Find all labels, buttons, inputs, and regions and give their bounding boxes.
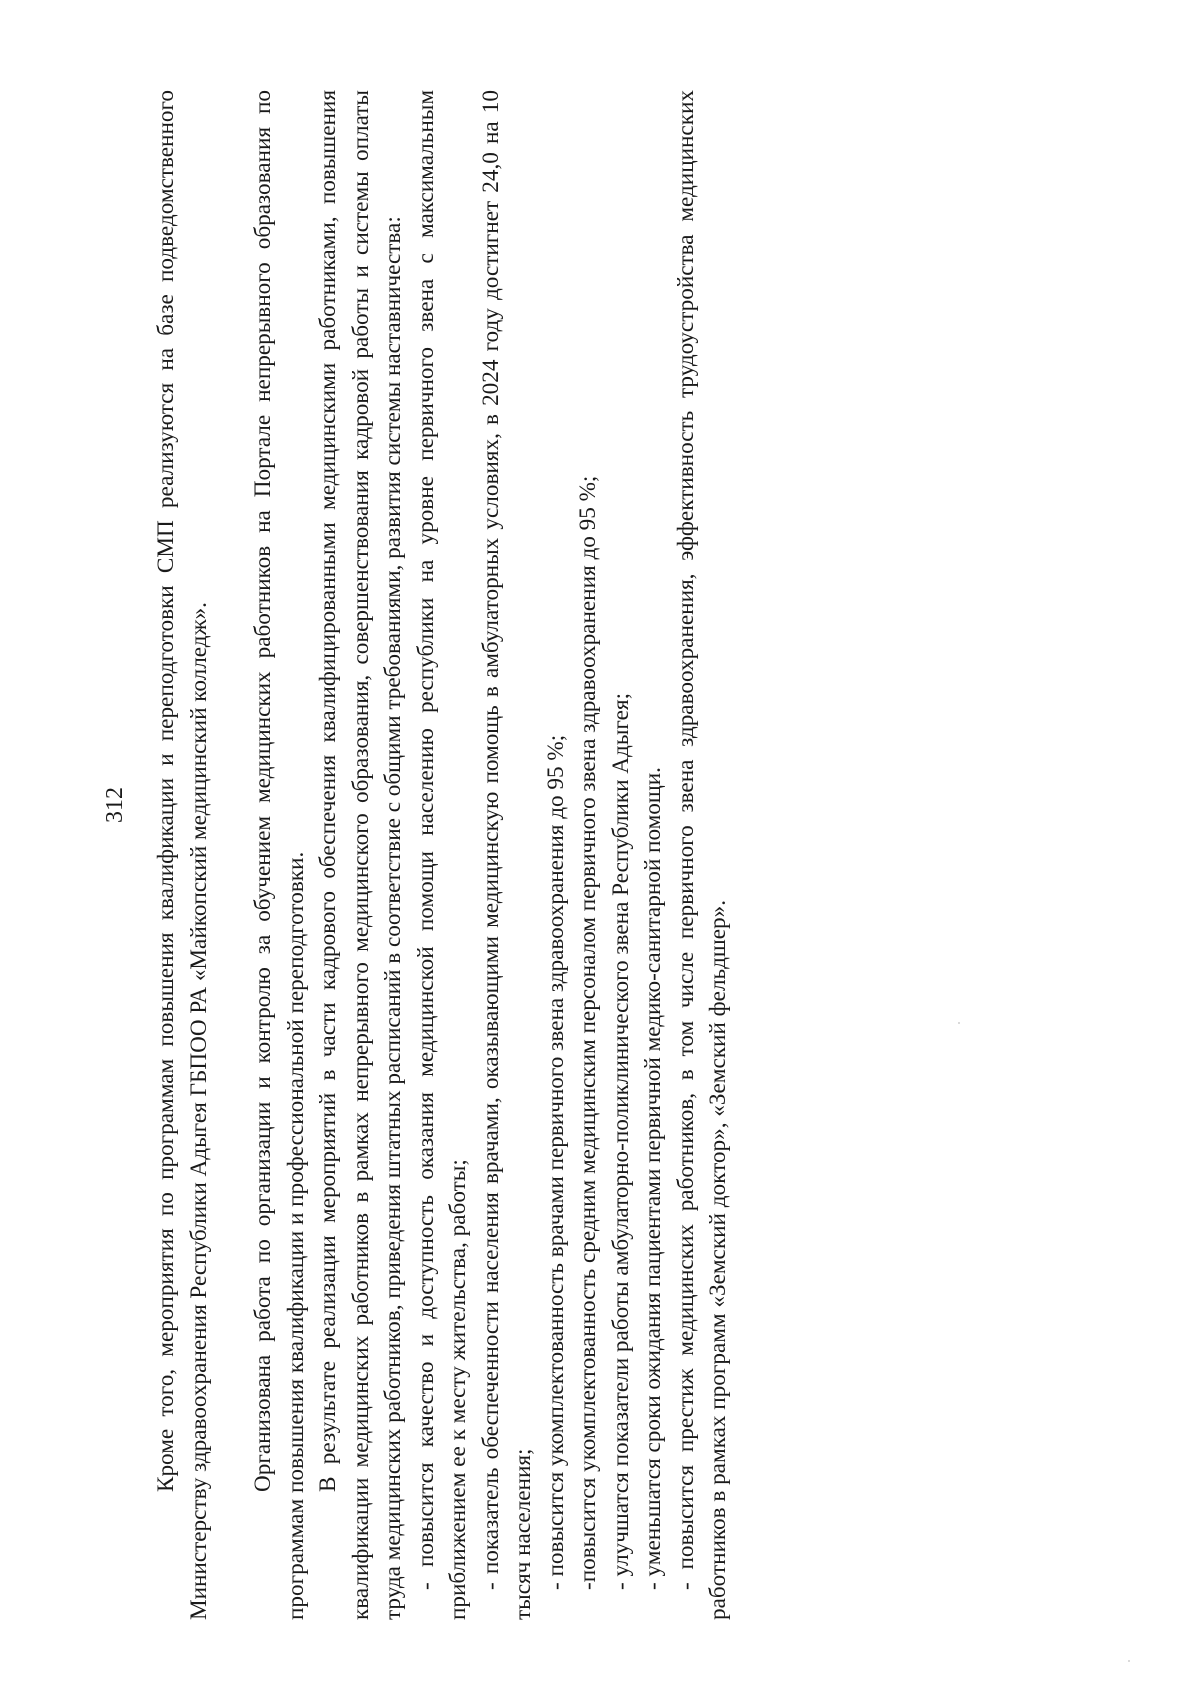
list-item: - уменьшатся сроки ожидания пациентами первичной медико-санитарной помощи.: [640, 767, 666, 1590]
paragraph-results: В результате реализации мероприятий в части кадрового обеспечения квалифицированными медицинскими работниками, повышения квалификации медицинских работников в рамках непрерывного медицинского образования, совершенствования кадровой работы и системы оплаты труда медицинских работников, приведения штатных расписаний в соответствие с общими требованиями, развития системы наставничества:: [315, 90, 406, 1620]
paragraph-gap: [215, 90, 247, 1620]
list-item: - показатель обеспеченности населения врачами, оказывающими медицинскую помощь в амбулаторных условиях, в 2024 году достигнет 24,0 на 10 тысяч населения;: [477, 90, 536, 1620]
list-item: -повысится укомплектованность средним медицинским персоналом первичного звена здравоохранения до 95 %;: [575, 475, 601, 1590]
paragraph-organization: Организована работа по организации и контролю за обучением медицинских работников на Портале непрерывного образования по программам повышения квалификации и профессиональной переподготовки.: [250, 90, 309, 1620]
list-item: - повысится укомплектованность врачами первичного звена здравоохранения до 95 %;: [542, 734, 569, 1590]
scan-speck: [1128, 1660, 1130, 1662]
list-item: - повысится качество и доступность оказания медицинской помощи населению республики на уровне первичного звена с максимальным приближением ее к месту жительства, работы;: [412, 90, 471, 1620]
page-number: 312: [102, 787, 128, 823]
list-item: - улучшатся показатели работы амбулаторно-поликлинического звена Республики Адыгея;: [607, 692, 634, 1590]
document-body: [150, 90, 810, 1620]
scan-speck: [958, 1022, 960, 1024]
paragraph-intro: Кроме того, мероприятия по программам повышения квалификации и переподготовки СМП реализуются на базе подведомственного Министерству здравоохранения Республики Адыгея ГБПОО РА «Майкопский медицинский колледж».: [153, 90, 212, 1620]
list-item: - повысится престиж медицинских работников, в том числе первичного звена здравоохранения, эффективность трудоустройства медицинских работников в рамках программ «Земский доктор», «Земский фельдшер».: [672, 90, 731, 1620]
